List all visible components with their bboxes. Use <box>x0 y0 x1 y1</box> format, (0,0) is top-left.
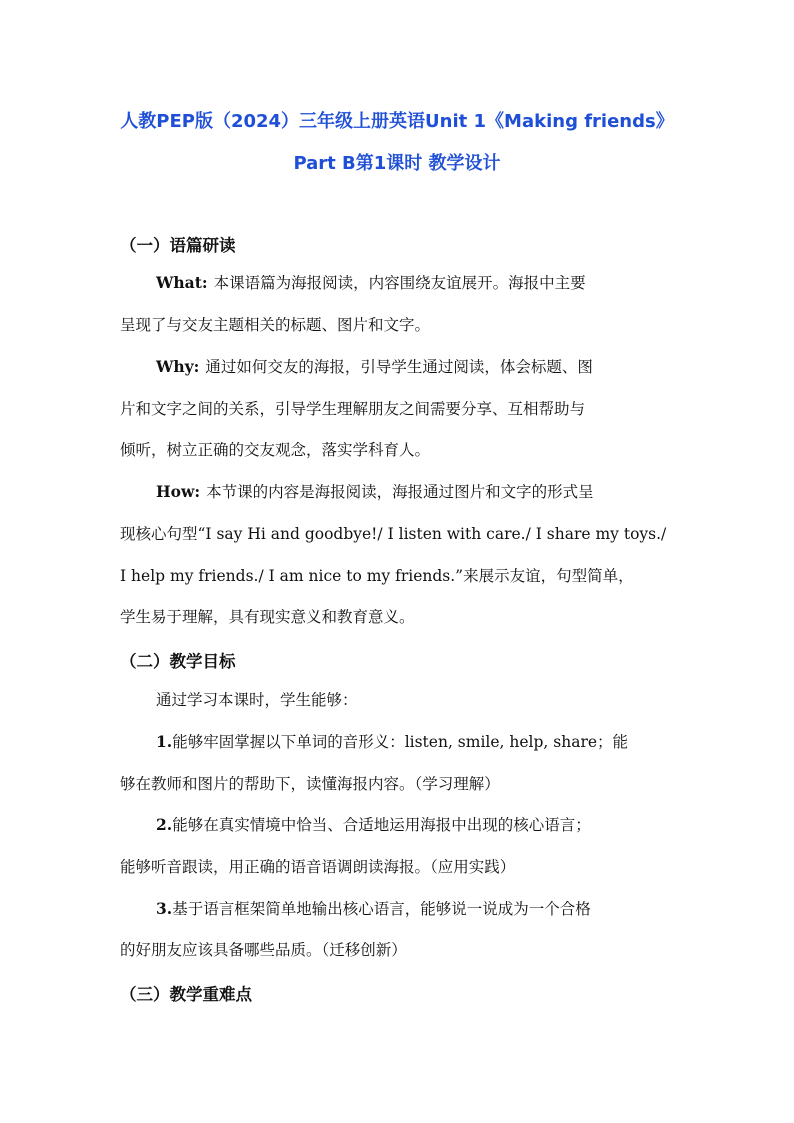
why-paragraph-line-1 <box>156 357 593 377</box>
what-label: What: <box>156 273 208 292</box>
section-1-heading: （一）语篇研读 <box>120 236 236 255</box>
goal-3-line-2: 的好朋友应该具备哪些品质。（迁移创新） <box>120 941 407 959</box>
what-paragraph-line-1 <box>156 273 586 293</box>
goal-2-number: 2. <box>156 815 173 834</box>
what-text-1: 本课语篇为海报阅读，内容围绕友谊展开。海报中主要 <box>213 274 586 292</box>
goal-1-number: 1. <box>156 732 173 751</box>
how-paragraph-line-3: I help my friends./ I am nice to my friends.”来展示友谊，句型简单， <box>120 567 634 585</box>
goal-3-line-1 <box>156 899 591 919</box>
section-2-heading: （二）教学目标 <box>120 652 236 671</box>
document-title-line-2: Part B第1课时 教学设计 <box>293 153 501 174</box>
why-label: Why: <box>156 357 200 376</box>
section-3-heading: （三）教学重难点 <box>120 985 252 1004</box>
goal-2-line-1 <box>156 815 591 835</box>
goal-1-text-1: 能够牢固掌握以下单词的音形义：listen, smile, help, share；能 <box>172 733 629 751</box>
how-paragraph-line-2: 现核心句型“I say Hi and goodbye!/ I listen with care./ I share my toys./ <box>120 525 667 543</box>
goal-2-line-2: 能够听音跟读，用正确的语音语调朗读海报。（应用实践） <box>120 858 516 876</box>
goal-1-line-2: 够在教师和图片的帮助下，读懂海报内容。（学习理解） <box>120 775 500 793</box>
why-paragraph-line-2: 片和文字之间的关系，引导学生理解朋友之间需要分享、互相帮助与 <box>120 400 586 418</box>
how-label: How: <box>156 482 201 501</box>
goal-1-line-1 <box>156 732 628 752</box>
document-title-line-1: 人教PEP版（2024）三年级上册英语Unit 1《Making friends》 <box>120 111 674 132</box>
goal-2-text-1: 能够在真实情境中恰当、合适地运用海报中出现的核心语言； <box>172 816 591 834</box>
how-paragraph-line-4: 学生易于理解，具有现实意义和教育意义。 <box>120 608 415 626</box>
goals-intro: 通过学习本课时，学生能够： <box>156 691 358 709</box>
why-paragraph-line-3: 倾听，树立正确的交友观念，落实学科育人。 <box>120 441 431 459</box>
goal-3-text-1: 基于语言框架简单地输出核心语言，能够说一说成为一个合格 <box>172 900 591 918</box>
how-paragraph-line-1 <box>156 482 594 502</box>
what-paragraph-line-2: 呈现了与交友主题相关的标题、图片和文字。 <box>120 316 431 334</box>
how-text-1: 本节课的内容是海报阅读，海报通过图片和文字的形式呈 <box>206 483 594 501</box>
why-text-1: 通过如何交友的海报，引导学生通过阅读，体会标题、图 <box>205 358 593 376</box>
goal-3-number: 3. <box>156 899 173 918</box>
